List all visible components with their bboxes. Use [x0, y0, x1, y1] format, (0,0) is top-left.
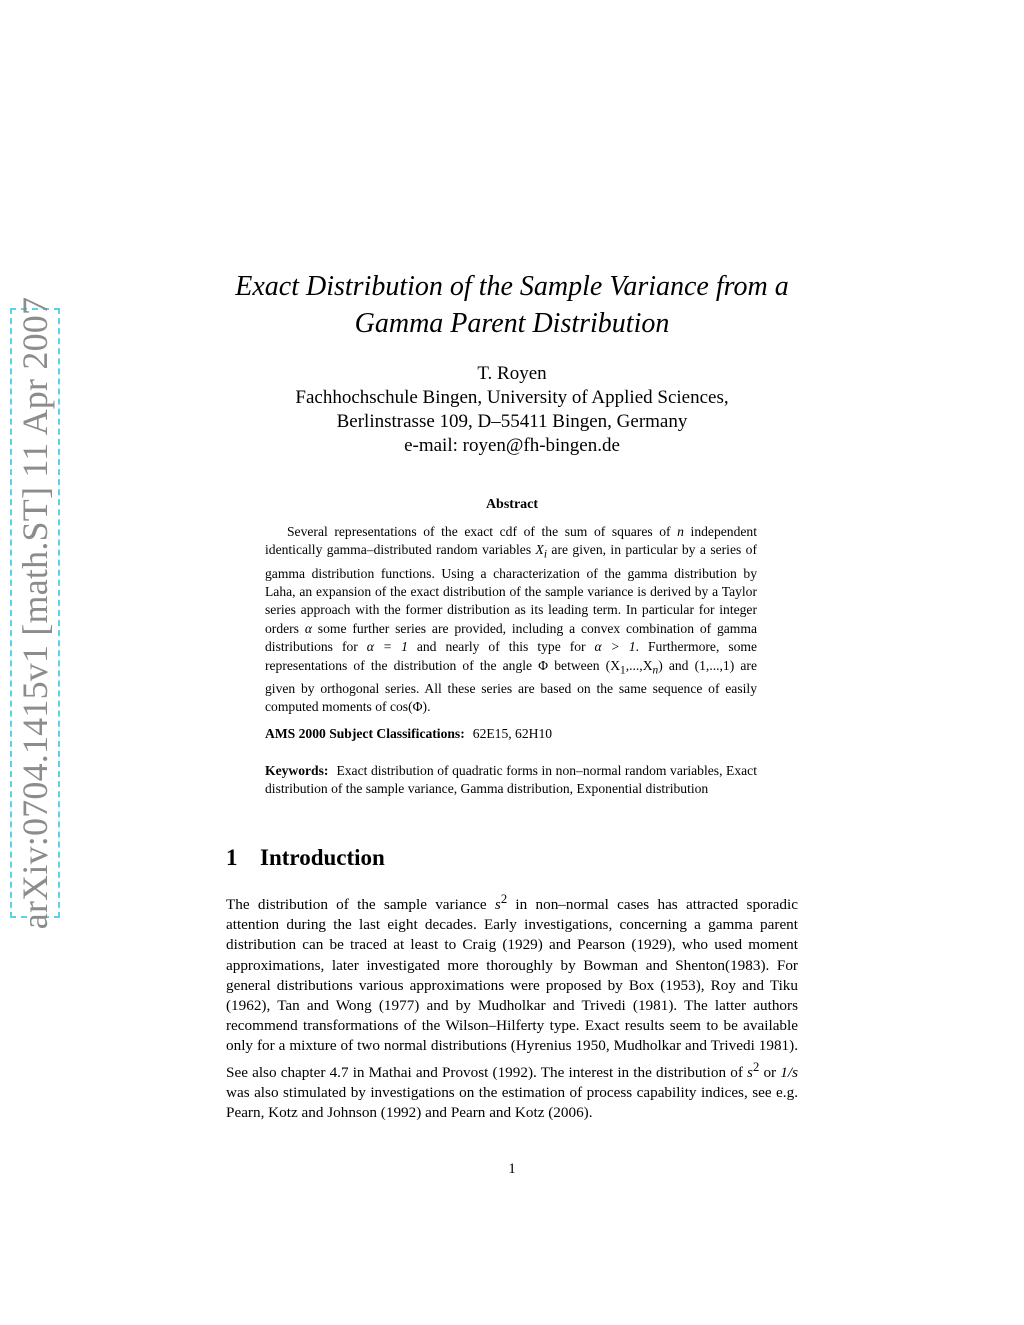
author-email: e-mail: royen@fh-bingen.de	[404, 435, 620, 456]
title-line-2: Gamma Parent Distribution	[354, 308, 670, 339]
arxiv-id: arXiv:0704.1415v1 [math.ST] 11 Apr 2007	[15, 296, 55, 930]
section-title: Introduction	[260, 845, 385, 870]
section-heading	[226, 845, 385, 871]
paper-title	[226, 268, 798, 342]
author-name: T. Royen	[477, 363, 547, 384]
keywords	[265, 762, 757, 799]
keywords-value: Exact distribution of quadratic forms in non–normal random variables, Exact distribution of the sample variance, Gamma distribution, Exponential distribution	[265, 763, 757, 797]
ams-classification	[265, 726, 757, 742]
page-number: 1	[508, 1161, 516, 1177]
ams-label: AMS 2000 Subject Classifications:	[265, 726, 465, 741]
author-affiliation: Fachhochschule Bingen, University of Applied Sciences,	[295, 387, 729, 408]
title-line-1: Exact Distribution of the Sample Variance from a	[235, 271, 789, 302]
keywords-label: Keywords:	[265, 763, 329, 778]
section-number: 1	[226, 845, 238, 870]
intro-paragraph: The distribution of the sample variance $s^2$ in non–normal cases has attracted sporadic attention during the last eight decades. Early investigations, concerning a gamma parent distribution can be traced at least to Craig (1929) and Pearson (1929), who used moment approximations, later investigated more thoroughly by Bowman and Shenton(1983). For general distributions various approximations were proposed by Box (1953), Roy and Tiku (1962), Tan and Wong (1977) and by Mudholkar and Trivedi (1981). The latter authors recommend transformations of the Wilson–Hilferty type. Exact results seem to be available only for a mixture of two normal distributions (Hyrenius 1950, Mudholkar and Trivedi 1981). See also chapter 4.7 in Mathai and Provost (1992). The interest in the distribution of $s^2$ or 1/s was also stimulated by investigations on the estimation of process capability indices, see e.g. Pearn, Kotz and Johnson (1992) and Pearn and Kotz (2006).	[226, 892, 799, 1122]
arxiv-stamp	[10, 296, 60, 930]
author-address: Berlinstrasse 109, D–55411 Bingen, Germany	[336, 411, 688, 432]
abstract-heading: Abstract	[485, 497, 539, 512]
ams-value: 62E15, 62H10	[472, 726, 553, 741]
author-block	[226, 362, 798, 458]
abstract-text: Several representations of the exact cdf of the sum of squares of n independent identically gamma–distributed random variables $X_i$ are given, in particular by a series of gamma distribution functions. Using a characterization of the gamma distribution by Laha, an expansion of the exact distribution of the sample variance is derived by a Taylor series approach with the former distribution as its leading term. In particular for integer orders α some further series are provided, including a convex combination of gamma distributions for α = 1 and nearly of this type for α > 1. Furthermore, some representations of the distribution of the angle Φ between $(X_1,...,X_n)$ and (1,...,1) are given by orthogonal series. All these series are based on the same sequence of easily computed moments of cos(Φ).	[265, 524, 758, 715]
